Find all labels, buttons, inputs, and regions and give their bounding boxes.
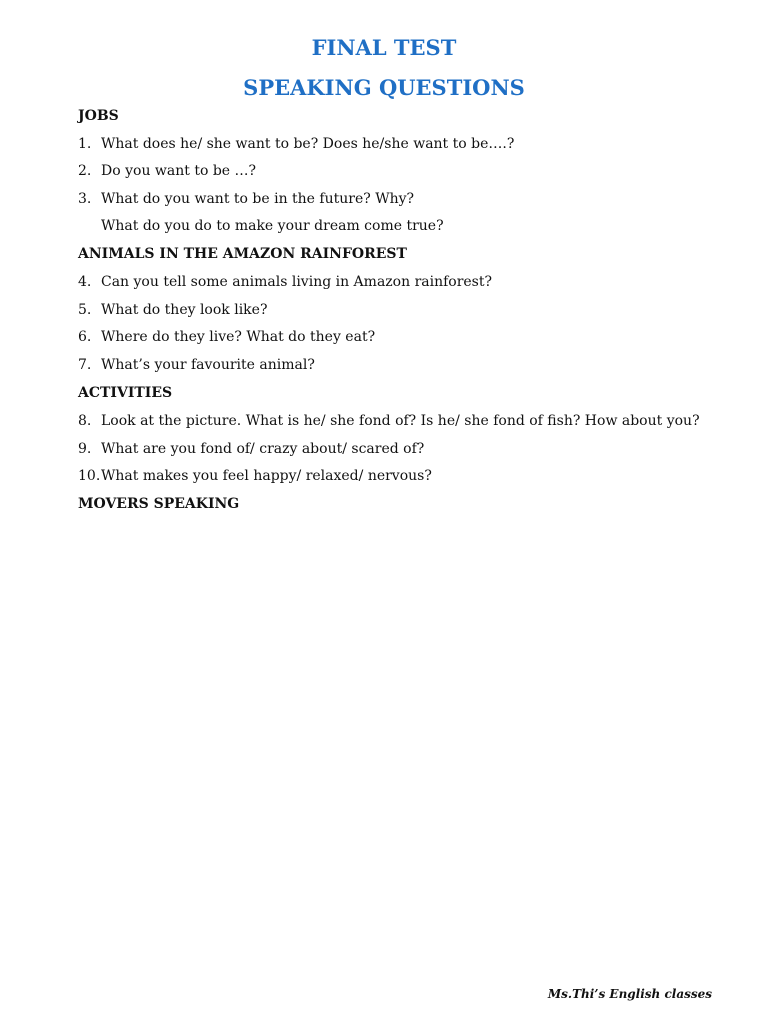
question-number: 2.: [78, 163, 92, 179]
question-item: [78, 439, 424, 459]
question-item: [78, 134, 514, 154]
question-number: 6.: [78, 329, 92, 345]
question-number: 3.: [78, 191, 92, 207]
question-text: What makes you feel happy/ relaxed/ nervous?: [101, 468, 432, 484]
question-continuation: What do you do to make your dream come true?: [101, 218, 444, 234]
question-item: [78, 466, 432, 486]
question-item: [78, 300, 267, 320]
question-text: What does he/ she want to be? Does he/she want to be….?: [101, 136, 515, 152]
document-title: FINAL TEST: [311, 35, 457, 60]
question-text: Can you tell some animals living in Amazon rainforest?: [101, 274, 493, 290]
question-number: 7.: [78, 357, 92, 373]
section-heading-animals: ANIMALS IN THE AMAZON RAINFOREST: [78, 246, 407, 262]
question-number: 1.: [78, 136, 92, 152]
question-number: 5.: [78, 302, 92, 318]
question-text: What do they look like?: [101, 302, 268, 318]
question-item: [78, 161, 256, 181]
question-item: [78, 327, 375, 347]
section-heading-jobs: JOBS: [78, 108, 119, 124]
footer-credit: Ms.Thi’s English classes: [547, 987, 712, 1001]
section-heading-activities: ACTIVITIES: [78, 385, 173, 401]
question-text: What’s your favourite animal?: [101, 357, 315, 373]
question-text: What are you fond of/ crazy about/ scared of?: [101, 441, 425, 457]
document-subtitle: SPEAKING QUESTIONS: [243, 75, 525, 100]
question-item: [78, 189, 414, 209]
question-number: 10.: [78, 468, 101, 484]
question-item: [78, 272, 492, 292]
question-text: Where do they live? What do they eat?: [101, 329, 376, 345]
question-number: 8.: [78, 413, 92, 429]
question-text: Look at the picture. What is he/ she fond of? Is he/ she fond of fish? How about you?: [101, 413, 700, 429]
question-text: What do you want to be in the future? Why?: [101, 191, 415, 207]
question-number: 4.: [78, 274, 92, 290]
question-item: [78, 411, 700, 431]
question-item: [78, 355, 315, 375]
question-text: Do you want to be …?: [101, 163, 257, 179]
section-heading-movers-speaking: MOVERS SPEAKING: [78, 496, 240, 512]
question-number: 9.: [78, 441, 92, 457]
